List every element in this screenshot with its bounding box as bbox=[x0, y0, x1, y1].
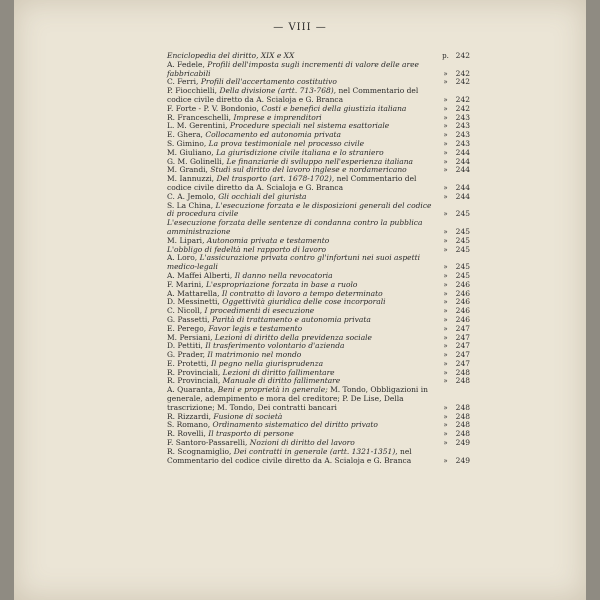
entry-author: G. Prader, bbox=[167, 350, 205, 360]
document-page bbox=[14, 0, 586, 600]
entry-text bbox=[167, 219, 439, 237]
entry-mark: » bbox=[443, 263, 448, 272]
entry-page-number: 248 bbox=[455, 376, 470, 386]
entry-title: Profili dell'accertamento costitutivo bbox=[200, 77, 337, 87]
entry-author: M. Lipari, bbox=[167, 235, 205, 245]
entry-title: La prova testimoniale nel processo civile bbox=[208, 138, 365, 148]
entry-page-number: 247 bbox=[455, 341, 470, 351]
entry-page-number: 248 bbox=[455, 367, 470, 377]
entry-mark: » bbox=[443, 113, 448, 122]
entry-page-number: 243 bbox=[455, 130, 470, 140]
entry-title: Nozioni di diritto del lavoro bbox=[249, 438, 355, 448]
entry-page-number: 245 bbox=[455, 244, 470, 254]
entry-page-number: 248 bbox=[455, 411, 470, 421]
entry-mark: » bbox=[443, 412, 448, 421]
entry-title: Ordinamento sistematico del diritto privato bbox=[212, 420, 378, 430]
entry-mark: » bbox=[443, 359, 448, 368]
entry-mark: » bbox=[443, 439, 448, 448]
entry-title: L'obbligo di fedeltà nel rapporto di lavoro bbox=[167, 244, 326, 254]
entry-text bbox=[167, 386, 439, 412]
entry-extra: M. Tondo, Obbligazioni in generale, adempimento e mora del creditore; P. De Lise, Della trascrizione; M. Tondo, Dei contratti bancari bbox=[167, 385, 428, 412]
entry-mark: » bbox=[443, 324, 448, 333]
entry-title: Enciclopedia del diritto, XIX e XX bbox=[167, 51, 295, 60]
entry-mark: » bbox=[443, 148, 448, 157]
entry-mark: » bbox=[443, 333, 448, 342]
entry-text bbox=[167, 175, 439, 193]
entry-mark: » bbox=[443, 183, 448, 192]
entry-mark: p. bbox=[442, 52, 449, 60]
entry-extra: nel Commentario del codice civile diretto da A. Scialoja e G. Branca bbox=[167, 174, 417, 192]
entry-mark: » bbox=[443, 377, 448, 386]
entry-page-number: 242 bbox=[455, 77, 470, 87]
entry-title: Il contratto di lavoro a tempo determinato bbox=[221, 288, 383, 298]
entry-author: P. Fiocchielli, bbox=[167, 86, 218, 96]
entry-page-number: 248 bbox=[455, 429, 470, 439]
entry-author: A. Maffei Alberti, bbox=[167, 270, 233, 280]
entry-mark: » bbox=[443, 342, 448, 351]
entry-title: L'esecuzione forzata delle sentenze di condanna contro la pubblica amministrazione bbox=[167, 218, 423, 236]
entry-title: L'espropriazione forzata in base a ruolo bbox=[205, 279, 358, 289]
entry-title: Lezioni di diritto fallimentare bbox=[222, 367, 335, 377]
entry-mark: » bbox=[443, 298, 448, 307]
entry-author: M. Giuliano, bbox=[167, 147, 214, 157]
toc-entry bbox=[167, 61, 470, 79]
entry-title: Manuale di diritto fallimentare bbox=[222, 376, 341, 386]
entry-title: L'esecuzione forzata e le disposizioni generali del codice di procedura civile bbox=[167, 200, 432, 219]
entry-text bbox=[167, 61, 439, 79]
entry-title: Fusione di società bbox=[213, 411, 283, 421]
entry-mark: » bbox=[443, 157, 448, 166]
entry-title: Favor legis e testamento bbox=[208, 323, 303, 333]
entry-page-number: 246 bbox=[455, 306, 470, 316]
toc-entry bbox=[167, 219, 470, 237]
entry-author: R. Provinciali, bbox=[167, 376, 221, 386]
entry-author: E. Perego, bbox=[167, 323, 207, 333]
entry-extra: nel Commentario del codice civile diretto da A. Scialoja e G. Branca bbox=[167, 86, 419, 104]
entry-title: Dei contratti in generale (artt. 1321-1351), bbox=[233, 446, 398, 456]
entry-page-number: 247 bbox=[455, 358, 470, 368]
entry-page-number: 245 bbox=[455, 235, 470, 245]
entry-author: M. Grandi, bbox=[167, 165, 208, 175]
entry-author: F. Santoro-Passarelli, bbox=[167, 438, 248, 448]
entry-author: R. Rizzardi, bbox=[167, 411, 212, 421]
entry-mark: » bbox=[443, 280, 448, 289]
entry-author: F. Marini, bbox=[167, 279, 204, 289]
entry-mark: » bbox=[443, 139, 448, 148]
entry-mark: » bbox=[443, 104, 448, 113]
entry-author: C. Nicoll, bbox=[167, 306, 203, 316]
entry-page-number: 249 bbox=[455, 455, 470, 465]
entry-page-number: 243 bbox=[455, 112, 470, 122]
entry-author: A. Loro, bbox=[167, 253, 198, 263]
entry-title: Della divisione (artt. 713-768), bbox=[219, 86, 337, 96]
entry-title: L'assicurazione privata contro gl'infortuni nei suoi aspetti medico-legali bbox=[167, 253, 421, 272]
entry-page-number: 245 bbox=[455, 209, 470, 219]
entry-page-number: 248 bbox=[455, 420, 470, 430]
entry-title: Imprese e imprenditori bbox=[233, 112, 322, 122]
entry-page-number: 247 bbox=[455, 332, 470, 342]
entry-extra: nel Commentario del codice civile diretto da A. Scialoja e G. Branca bbox=[167, 446, 412, 465]
entry-page-number: 249 bbox=[455, 438, 470, 448]
entry-author: C. Ferri, bbox=[167, 77, 199, 87]
entry-text bbox=[167, 202, 439, 220]
toc-entry bbox=[167, 448, 470, 466]
entry-page-number: 244 bbox=[455, 165, 470, 175]
entry-title: La giurisdizione civile italiana e lo straniero bbox=[216, 147, 384, 157]
entry-mark: » bbox=[443, 456, 448, 465]
entry-author: G. Passetti, bbox=[167, 314, 210, 324]
entry-author: A. Quaranta, bbox=[167, 385, 216, 395]
entry-title: Autonomia privata e testamento bbox=[206, 235, 330, 245]
entry-title: Il matrimonio nel mondo bbox=[207, 350, 302, 360]
entry-author: R. Provinciali, bbox=[167, 367, 221, 377]
entry-page-number: 247 bbox=[455, 350, 470, 360]
entry-text bbox=[167, 254, 439, 272]
entry-author: R. Scognamiglio, bbox=[167, 446, 232, 456]
entry-mark: » bbox=[443, 430, 448, 439]
entry-page-number: 247 bbox=[455, 323, 470, 333]
entry-author: S. Gimino, bbox=[167, 138, 207, 148]
entry-mark: » bbox=[443, 122, 448, 131]
entry-title: Costi e benefici della giustizia italiana bbox=[261, 103, 407, 113]
entry-mark: » bbox=[443, 166, 448, 175]
entry-title: Procedure speciali nel sistema esattoriale bbox=[229, 121, 390, 131]
entry-title: Del trasporto (art. 1678-1702), bbox=[216, 174, 335, 184]
entry-text bbox=[167, 448, 439, 466]
entry-page-number: 246 bbox=[455, 297, 470, 307]
entry-author: M. Iannuzzi, bbox=[167, 174, 215, 184]
entry-page-number: 244 bbox=[455, 147, 470, 157]
entry-author: A. Fedele, bbox=[167, 59, 205, 69]
entry-mark: » bbox=[443, 315, 448, 324]
entry-author: E. Ghera, bbox=[167, 130, 203, 140]
entry-page-number: 245 bbox=[455, 226, 470, 236]
entry-title: Gli occhiali del giurista bbox=[218, 191, 307, 201]
entry-page-number: 242 bbox=[455, 94, 470, 104]
entry-author: E. Protetti, bbox=[167, 358, 209, 368]
entry-page-number: 246 bbox=[455, 314, 470, 324]
entry-page-number: 245 bbox=[455, 270, 470, 280]
entry-author: L. M. Gerentini, bbox=[167, 121, 228, 131]
entry-title: Oggettività giuridica delle cose incorporali bbox=[222, 297, 386, 307]
entry-mark: » bbox=[443, 421, 448, 430]
entry-author: A. Mattarella, bbox=[167, 288, 220, 298]
entry-mark: » bbox=[443, 289, 448, 298]
entry-author: M. Persiani, bbox=[167, 332, 213, 342]
entry-page-number: 243 bbox=[455, 138, 470, 148]
entry-title: Collocamento ed autonomia privata bbox=[205, 130, 342, 140]
entry-mark: » bbox=[443, 368, 448, 377]
entry-author: S. La China, bbox=[167, 200, 214, 210]
entry-title: Beni e proprietà in generale; bbox=[217, 385, 328, 395]
entry-author: D. Pettiti, bbox=[167, 341, 203, 351]
entry-page-number: 242 bbox=[455, 51, 470, 60]
entry-author: F. Forte - P. V. Bondonio, bbox=[167, 103, 259, 113]
entry-mark: » bbox=[443, 307, 448, 316]
entry-mark: » bbox=[443, 192, 448, 201]
entry-mark: » bbox=[443, 271, 448, 280]
entry-author: G. M. Golinelli, bbox=[167, 156, 225, 166]
entry-page-number: 244 bbox=[455, 156, 470, 166]
entry-title: Parità di trattamento e autonomia privata bbox=[212, 314, 371, 324]
entry-mark: » bbox=[443, 245, 448, 254]
entry-mark: » bbox=[443, 78, 448, 87]
entry-title: Lezioni di diritto della previdenza sociale bbox=[214, 332, 372, 342]
entry-page-number: 246 bbox=[455, 279, 470, 289]
entry-page-number: 244 bbox=[455, 182, 470, 192]
entry-author: R. Rovelli, bbox=[167, 429, 206, 439]
entry-page-number: 246 bbox=[455, 288, 470, 298]
entry-page-number: 243 bbox=[455, 121, 470, 131]
entry-title: Studi sul diritto del lavoro inglese e nordamericano bbox=[210, 165, 407, 175]
entry-mark: » bbox=[443, 69, 448, 78]
entry-mark: » bbox=[443, 95, 448, 104]
entry-mark: » bbox=[443, 351, 448, 360]
entry-mark: » bbox=[443, 227, 448, 236]
entry-author: C. A. Jemolo, bbox=[167, 191, 216, 201]
toc-entry bbox=[167, 87, 470, 105]
entry-author: R. Franceschelli, bbox=[167, 112, 232, 122]
entry-mark: » bbox=[443, 403, 448, 412]
table-of-contents bbox=[167, 52, 470, 465]
entry-title: Il danno nella revocatoria bbox=[234, 270, 333, 280]
entry-title: Il trasferimento volontario d'azienda bbox=[205, 341, 345, 351]
toc-entry bbox=[167, 386, 470, 412]
toc-entry bbox=[167, 254, 470, 272]
entry-author: S. Romano, bbox=[167, 420, 211, 430]
entry-page-number: 242 bbox=[455, 68, 470, 78]
entry-mark: » bbox=[443, 236, 448, 245]
entry-title: Il trasporto di persone bbox=[208, 429, 294, 439]
entry-page-number: 245 bbox=[455, 262, 470, 272]
entry-mark: » bbox=[443, 210, 448, 219]
entry-title: Le finanziarie di sviluppo nell'esperienza italiana bbox=[226, 156, 414, 166]
entry-title: Profili dell'imposta sugli incrementi di valore delle aree fabbricabili bbox=[167, 59, 419, 78]
entry-text bbox=[167, 87, 439, 105]
page-header: — VIII — bbox=[273, 22, 327, 33]
entry-title: I procedimenti di esecuzione bbox=[204, 306, 315, 316]
entry-title: Il pegno nella giurisprudenza bbox=[211, 358, 324, 368]
entry-page-number: 244 bbox=[455, 191, 470, 201]
toc-entry bbox=[167, 202, 470, 220]
toc-entry bbox=[167, 175, 470, 193]
entry-mark: » bbox=[443, 131, 448, 140]
entry-page-number: 248 bbox=[455, 402, 470, 412]
entry-author: D. Messinetti, bbox=[167, 297, 220, 307]
entry-page-number: 242 bbox=[455, 103, 470, 113]
